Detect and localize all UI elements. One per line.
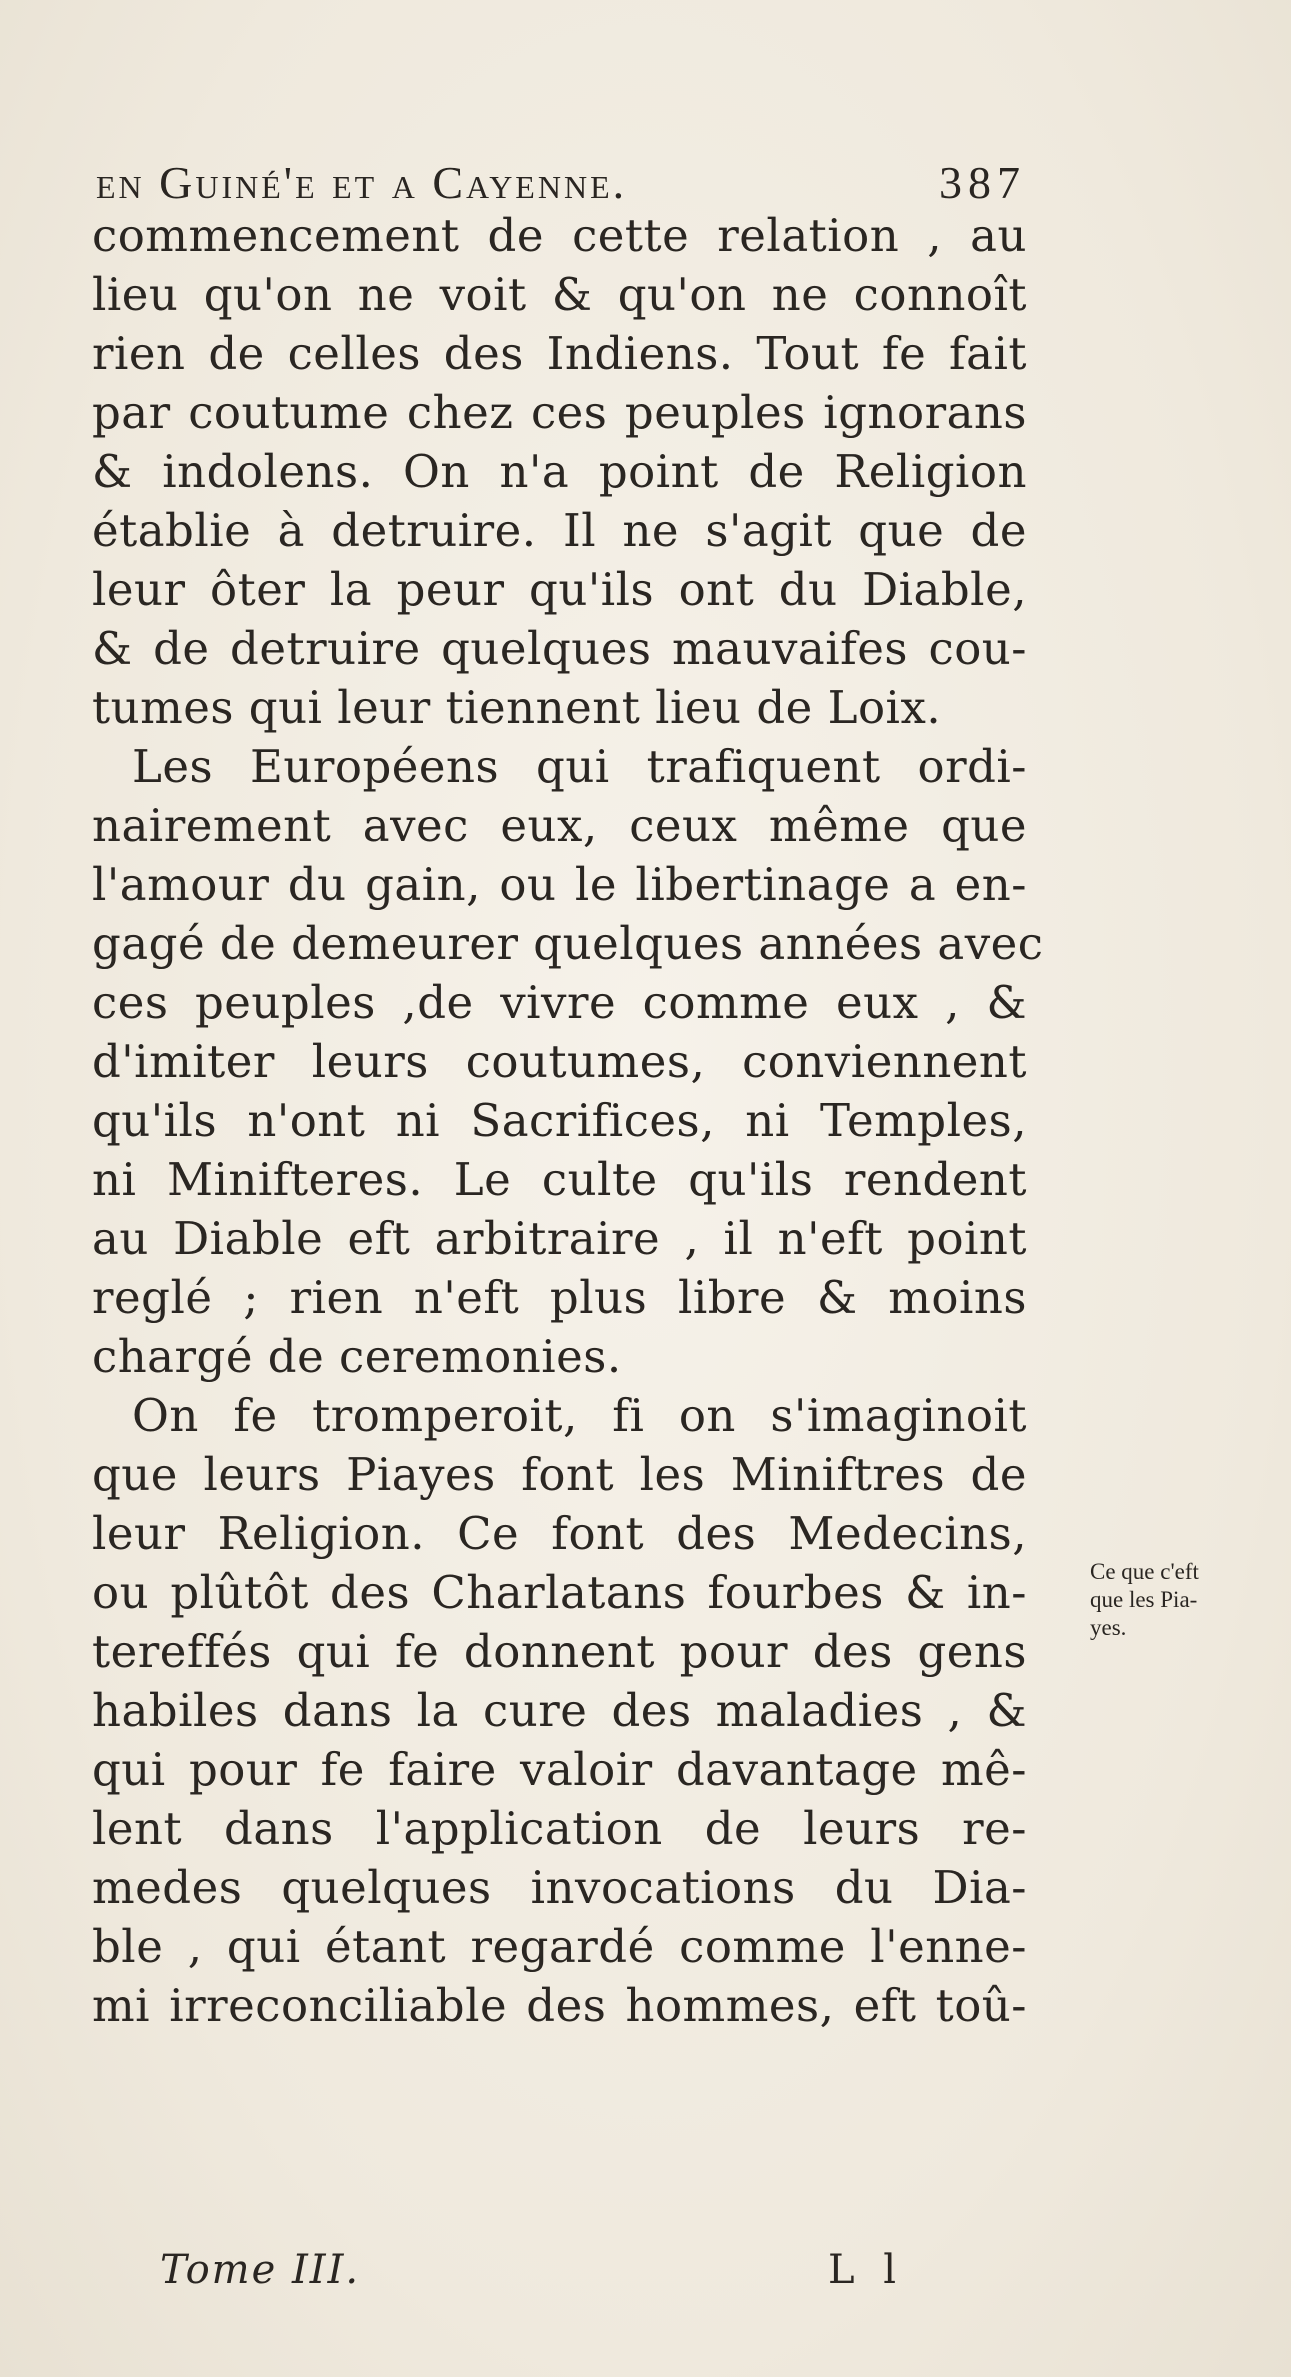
text-line: ni Minifteres. Le culte qu'ils rendent bbox=[92, 1153, 1027, 1206]
text-line: habiles dans la cure des maladies , & bbox=[92, 1684, 1027, 1737]
text-line: chargé de ceremonies. bbox=[92, 1330, 622, 1383]
text-line: tereffés qui fe donnent pour des gens bbox=[92, 1625, 1027, 1678]
text-line: établie à detruire. Il ne s'agit que de bbox=[92, 504, 1027, 557]
text-line: que leurs Piayes font les Miniftres de bbox=[92, 1448, 1027, 1501]
running-title: en Guiné'e et a Cayenne. bbox=[96, 157, 628, 208]
text-line: leur ôter la peur qu'ils ont du Diable, bbox=[92, 563, 1027, 616]
signature-mark: L l bbox=[828, 2247, 905, 2293]
page-number: 387 bbox=[939, 157, 1026, 208]
text-line: & indolens. On n'a point de Religion bbox=[92, 445, 1027, 498]
text-line: d'imiter leurs coutumes, conviennent bbox=[92, 1035, 1027, 1088]
text-line: l'amour du gain, ou le libertinage a en- bbox=[92, 858, 1027, 911]
text-line: ces peuples ,de vivre comme eux , & bbox=[92, 976, 1027, 1029]
margin-note-line: que les Pia- bbox=[1090, 1587, 1198, 1612]
text-line: ou plûtôt des Charlatans fourbes & in- bbox=[92, 1566, 1027, 1619]
text-line: & de detruire quelques mauvaifes cou- bbox=[92, 622, 1027, 675]
text-line: tumes qui leur tiennent lieu de Loix. bbox=[92, 681, 942, 734]
text-line: au Diable eft arbitraire , il n'eft point bbox=[92, 1212, 1027, 1265]
text-line: reglé ; rien n'eft plus libre & moins bbox=[92, 1271, 1027, 1324]
text-line: lent dans l'application de leurs re- bbox=[92, 1802, 1027, 1855]
text-line: rien de celles des Indiens. Tout fe fait bbox=[92, 327, 1027, 380]
text-line: leur Religion. Ce font des Medecins, bbox=[92, 1507, 1027, 1560]
margin-note-line: yes. bbox=[1090, 1615, 1127, 1640]
text-line: par coutume chez ces peuples ignorans bbox=[92, 386, 1027, 439]
page-footer bbox=[160, 2240, 920, 2300]
text-line: mi irreconciliable des hommes, eft toû- bbox=[92, 1979, 1027, 2032]
text-line: commencement de cette relation , au bbox=[92, 209, 1027, 262]
text-line: gagé de demeurer quelques années avec bbox=[92, 917, 1044, 970]
margin-note bbox=[1090, 1558, 1290, 1642]
text-line-paragraph-start: On fe tromperoit, fi on s'imaginoit bbox=[132, 1389, 1027, 1442]
text-line: qu'ils n'ont ni Sacrifices, ni Temples, bbox=[92, 1094, 1027, 1147]
text-line: medes quelques invocations du Dia- bbox=[92, 1861, 1027, 1914]
volume-label: Tome III. bbox=[160, 2247, 361, 2293]
text-line: ble , qui étant regardé comme l'enne- bbox=[92, 1920, 1027, 1973]
margin-note-line: Ce que c'eft bbox=[1090, 1559, 1199, 1584]
text-line: nairement avec eux, ceux même que bbox=[92, 799, 1027, 852]
text-line-paragraph-start: Les Européens qui trafiquent ordi- bbox=[132, 740, 1027, 793]
text-line: qui pour fe faire valoir davantage mê- bbox=[92, 1743, 1027, 1796]
body-text bbox=[92, 206, 1044, 2035]
text-line: lieu qu'on ne voit & qu'on ne connoît bbox=[92, 268, 1027, 321]
